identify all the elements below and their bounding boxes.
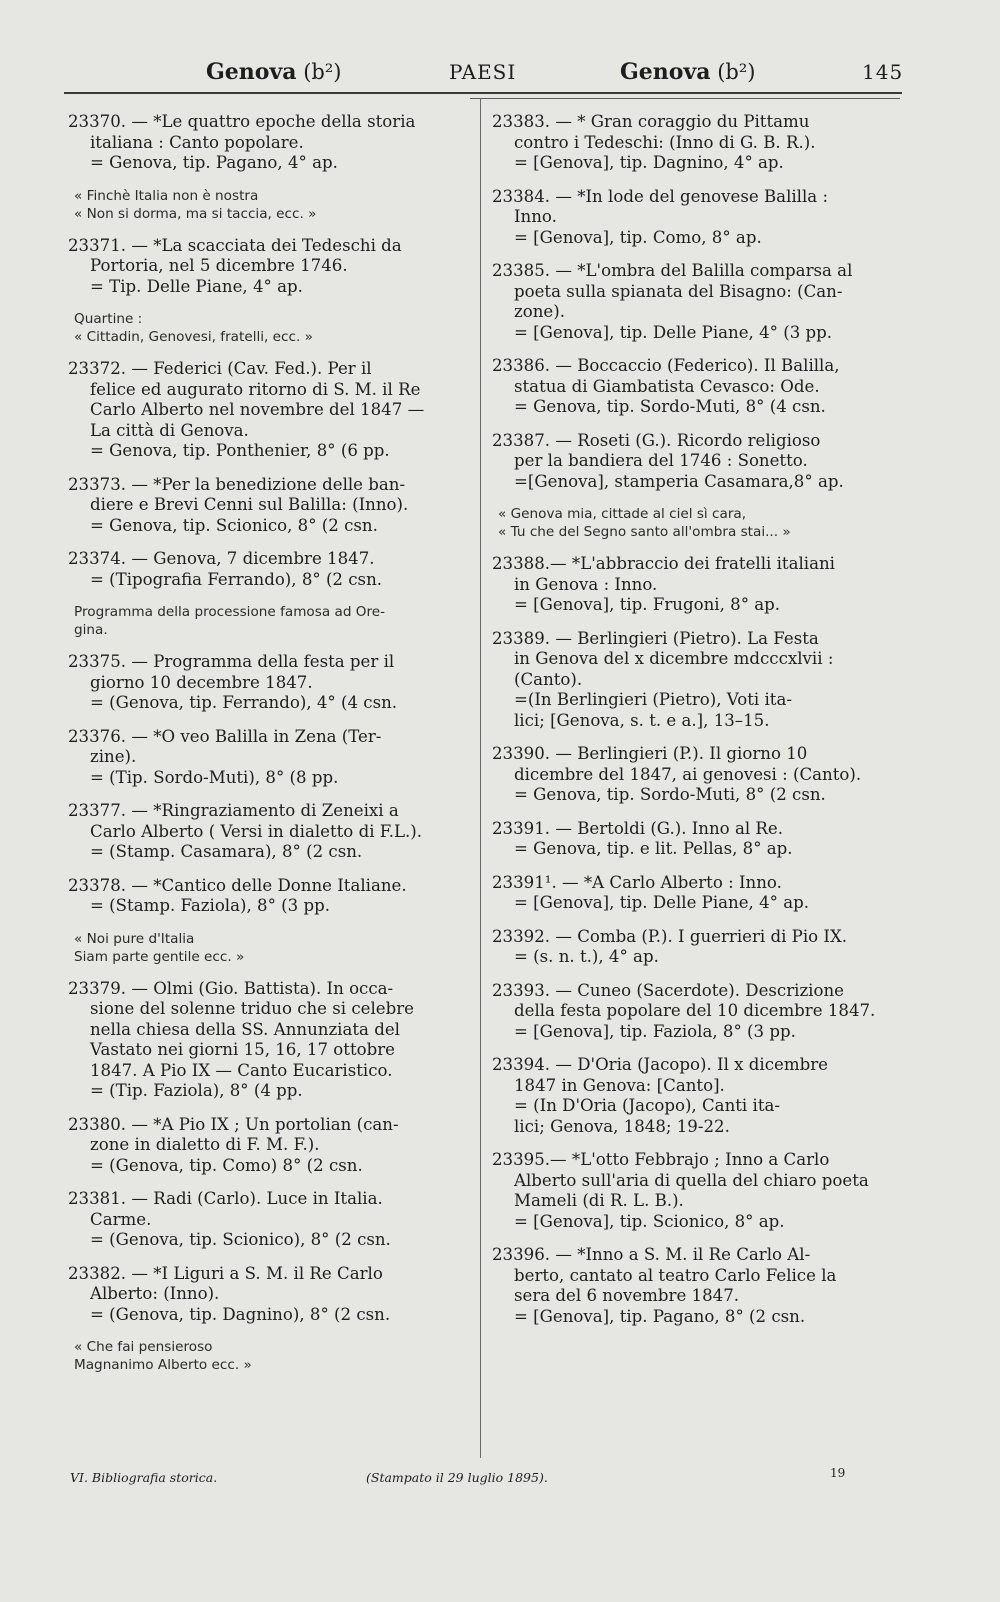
bibliography-entry bbox=[68, 112, 473, 174]
text-line: per la bandiera del 1746 : Sonetto. bbox=[514, 451, 808, 470]
text-line: Siam parte gentile ecc. » bbox=[74, 948, 245, 965]
text-line: 23390. — Berlingieri (P.). Il giorno 10 bbox=[492, 744, 808, 763]
text-line: 23373. — *Per la benedizione delle ban- bbox=[68, 474, 406, 494]
quoted-incipit bbox=[74, 187, 473, 223]
bibliography-entry bbox=[492, 873, 904, 914]
text-line: « Che fai pensieroso bbox=[74, 1339, 213, 1355]
bibliography-entry bbox=[492, 554, 904, 616]
header-rule-secondary bbox=[470, 98, 900, 99]
text-line: 23370. — *Le quattro epoche della storia bbox=[68, 112, 416, 131]
column-divider bbox=[480, 98, 481, 1458]
text-line: 23377. — *Ringraziamento di Zeneixi a bbox=[68, 801, 399, 820]
bibliography-entry bbox=[68, 1264, 473, 1326]
text-line: = (In D'Oria (Jacopo), Canti ita- bbox=[514, 1096, 780, 1115]
page-footer bbox=[70, 1466, 910, 1494]
bibliography-entry bbox=[68, 876, 473, 917]
footer-signature-mark: 19 bbox=[830, 1466, 846, 1480]
text-line: 23396. — *Inno a S. M. il Re Carlo Al- bbox=[492, 1245, 811, 1264]
bibliography-entry bbox=[68, 1115, 473, 1177]
text-line: zine). bbox=[90, 747, 137, 766]
footer-print-date: (Stampato il 29 luglio 1895). bbox=[366, 1470, 548, 1485]
text-line: = Genova, tip. Ponthenier, 8° (6 pp. bbox=[90, 441, 390, 460]
bibliography-entry bbox=[68, 549, 473, 590]
text-line: sione del solenne triduo che si celebre bbox=[90, 999, 414, 1018]
running-head bbox=[64, 52, 904, 92]
bibliography-entry bbox=[68, 979, 473, 1102]
text-line: = (Stamp. Faziola), 8° (3 pp. bbox=[90, 896, 330, 915]
text-line: = (Genova, tip. Ferrando), 4° (4 csn. bbox=[90, 693, 398, 712]
left-column bbox=[68, 112, 473, 1387]
text-line: diere e Brevi Cenni sul Balilla: (Inno). bbox=[90, 495, 409, 514]
bibliography-entry bbox=[492, 187, 904, 249]
footer-section: VI. Bibliografia storica. bbox=[70, 1470, 218, 1485]
text-line: felice ed augurato ritorno di S. M. il Re bbox=[90, 379, 421, 399]
text-line: 23388.— *L'abbraccio dei fratelli italiani bbox=[492, 554, 835, 573]
text-line: 23381. — Radi (Carlo). Luce in Italia. bbox=[68, 1189, 383, 1208]
bibliography-entry bbox=[492, 629, 904, 732]
running-head-center: PAESI bbox=[449, 60, 517, 84]
bibliography-entry bbox=[492, 744, 904, 806]
running-head-right: Genova (b²) bbox=[620, 59, 756, 85]
text-line: « Tu che del Segno santo all'ombra stai... » bbox=[498, 524, 791, 540]
text-line: Magnanimo Alberto ecc. » bbox=[74, 1357, 252, 1373]
right-column bbox=[492, 112, 904, 1340]
bibliography-entry bbox=[492, 1055, 904, 1137]
text-line: = Genova, tip. e lit. Pellas, 8° ap. bbox=[514, 839, 793, 858]
text-line: sera del 6 novembre 1847. bbox=[514, 1286, 740, 1305]
bibliography-entry bbox=[68, 652, 473, 714]
text-line: =[Genova], stamperia Casamara,8° ap. bbox=[514, 471, 844, 491]
text-line: statua di Giambatista Cevasco: Ode. bbox=[514, 376, 820, 396]
text-line: 23383. — * Gran coraggio du Pittamu bbox=[492, 112, 810, 131]
text-line: lici; Genova, 1848; 19-22. bbox=[514, 1116, 730, 1136]
text-line: 23393. — Cuneo (Sacerdote). Descrizione bbox=[492, 980, 844, 1000]
text-line: = [Genova], tip. Faziola, 8° (3 pp. bbox=[514, 1021, 796, 1041]
text-line: 1847. A Pio IX — Canto Eucaristico. bbox=[90, 1060, 393, 1080]
text-line: 23375. — Programma della festa per il bbox=[68, 652, 395, 671]
text-line: Carme. bbox=[90, 1209, 152, 1229]
text-line: Carlo Alberto nel novembre del 1847 — bbox=[90, 400, 425, 419]
text-line: 23387. — Roseti (G.). Ricordo religioso bbox=[492, 430, 821, 450]
bibliography-entry bbox=[492, 981, 904, 1043]
text-line: dicembre del 1847, ai genovesi : (Canto). bbox=[514, 764, 862, 784]
bibliography-entry bbox=[68, 1189, 473, 1251]
text-line: 23379. — Olmi (Gio. Battista). In occa- bbox=[68, 978, 394, 998]
text-line: 23372. — Federici (Cav. Fed.). Per il bbox=[68, 359, 372, 378]
quoted-incipit bbox=[74, 930, 473, 966]
bibliography-entry bbox=[492, 431, 904, 493]
text-line: in Genova : Inno. bbox=[514, 574, 658, 594]
bibliography-entry bbox=[492, 261, 904, 343]
bibliography-entry bbox=[492, 1245, 904, 1327]
text-line: La città di Genova. bbox=[90, 420, 249, 440]
bibliography-entry bbox=[492, 112, 904, 174]
text-line: = (s. n. t.), 4° ap. bbox=[514, 947, 659, 966]
text-line: zone). bbox=[514, 302, 565, 321]
text-line: « Finchè Italia non è nostra bbox=[74, 187, 259, 204]
text-line: 23394. — D'Oria (Jacopo). Il x dicembre bbox=[492, 1055, 828, 1074]
quoted-incipit bbox=[74, 310, 473, 346]
bibliography-entry bbox=[68, 727, 473, 789]
text-line: « Genova mia, cittade al ciel sì cara, bbox=[498, 506, 747, 522]
text-line: Carlo Alberto ( Versi in dialetto di F.L.). bbox=[90, 821, 423, 841]
quoted-incipit bbox=[74, 1338, 473, 1374]
text-line: poeta sulla spianata del Bisagno: (Can- bbox=[514, 281, 843, 301]
text-line: 23382. — *I Liguri a S. M. il Re Carlo bbox=[68, 1263, 383, 1283]
text-line: berto, cantato al teatro Carlo Felice la bbox=[514, 1265, 837, 1285]
text-line: = (Genova, tip. Como) 8° (2 csn. bbox=[90, 1155, 363, 1175]
text-line: 23380. — *A Pio IX ; Un portolian (can- bbox=[68, 1114, 399, 1134]
text-line: in Genova del x dicembre mdcccxlvii : bbox=[514, 649, 834, 668]
text-line: Portoria, nel 5 dicembre 1746. bbox=[90, 256, 348, 275]
bibliography-entry bbox=[492, 927, 904, 968]
text-line: 23391¹. — *A Carlo Alberto : Inno. bbox=[492, 872, 782, 892]
text-line: = [Genova], tip. Delle Piane, 4° (3 pp. bbox=[514, 322, 833, 342]
bibliography-entry bbox=[492, 1150, 904, 1232]
bibliography-entry bbox=[492, 819, 904, 860]
header-rule bbox=[64, 92, 902, 94]
text-line: 23392. — Comba (P.). I guerrieri di Pio IX. bbox=[492, 926, 848, 946]
text-line: 23384. — *In lode del genovese Balilla : bbox=[492, 186, 829, 206]
text-line: = [Genova], tip. Como, 8° ap. bbox=[514, 227, 762, 247]
running-head-left: Genova (b²) bbox=[206, 59, 342, 85]
text-line: contro i Tedeschi: (Inno di G. B. R.). bbox=[514, 132, 816, 152]
text-line: = (Tip. Faziola), 8° (4 pp. bbox=[90, 1081, 303, 1100]
text-line: gina. bbox=[74, 622, 108, 638]
text-line: « Noi pure d'Italia bbox=[74, 930, 195, 947]
text-line: = [Genova], tip. Pagano, 8° (2 csn. bbox=[514, 1306, 806, 1326]
text-line: lici; [Genova, s. t. e a.], 13–15. bbox=[514, 710, 770, 730]
quoted-incipit bbox=[498, 505, 904, 541]
text-line: = Genova, tip. Sordo-Muti, 8° (2 csn. bbox=[514, 785, 826, 804]
text-line: = Genova, tip. Pagano, 4° ap. bbox=[90, 153, 338, 172]
text-line: Alberto: (Inno). bbox=[90, 1284, 220, 1303]
text-line: Alberto sull'aria di quella del chiaro poeta bbox=[514, 1170, 869, 1190]
text-line: = (Genova, tip. Scionico), 8° (2 csn. bbox=[90, 1230, 391, 1249]
text-line: = (Genova, tip. Dagnino), 8° (2 csn. bbox=[90, 1304, 391, 1324]
text-line: = [Genova], tip. Delle Piane, 4° ap. bbox=[514, 893, 810, 912]
page-number: 145 bbox=[862, 60, 904, 84]
text-line: = [Genova], tip. Frugoni, 8° ap. bbox=[514, 595, 781, 614]
text-line: giorno 10 decembre 1847. bbox=[90, 672, 313, 692]
text-line: = [Genova], tip. Dagnino, 4° ap. bbox=[514, 153, 784, 172]
text-line: = Genova, tip. Sordo-Muti, 8° (4 csn. bbox=[514, 397, 826, 416]
text-line: (Canto). bbox=[514, 669, 583, 689]
bibliography-entry bbox=[68, 359, 473, 462]
text-line: Mameli (di R. L. B.). bbox=[514, 1191, 684, 1210]
text-line: =(In Berlingieri (Pietro), Voti ita- bbox=[514, 690, 792, 709]
bibliography-entry bbox=[492, 356, 904, 418]
bibliography-entry bbox=[68, 236, 473, 298]
text-line: = (Tip. Sordo-Muti), 8° (8 pp. bbox=[90, 767, 339, 787]
text-line: « Cittadin, Genovesi, fratelli, ecc. » bbox=[74, 329, 313, 345]
text-line: Quartine : bbox=[74, 311, 143, 327]
text-line: = Genova, tip. Scionico, 8° (2 csn. bbox=[90, 515, 378, 535]
text-line: 23371. — *La scacciata dei Tedeschi da bbox=[68, 235, 402, 255]
text-line: 23389. — Berlingieri (Pietro). La Festa bbox=[492, 628, 819, 648]
text-line: 23386. — Boccaccio (Federico). Il Balilla, bbox=[492, 356, 840, 375]
text-line: 23374. — Genova, 7 dicembre 1847. bbox=[68, 549, 375, 568]
text-line: 23391. — Bertoldi (G.). Inno al Re. bbox=[492, 818, 784, 838]
quoted-incipit bbox=[74, 603, 473, 639]
text-line: Vastato nei giorni 15, 16, 17 ottobre bbox=[90, 1040, 395, 1059]
text-line: = [Genova], tip. Scionico, 8° ap. bbox=[514, 1211, 785, 1231]
text-line: Programma della processione famosa ad Ore- bbox=[74, 604, 386, 620]
text-line: Inno. bbox=[514, 207, 557, 226]
text-line: = Tip. Delle Piane, 4° ap. bbox=[90, 276, 303, 296]
text-line: 1847 in Genova: [Canto]. bbox=[514, 1075, 725, 1095]
text-line: = (Stamp. Casamara), 8° (2 csn. bbox=[90, 842, 363, 861]
bibliography-entry bbox=[68, 801, 473, 863]
text-line: zone in dialetto di F. M. F.). bbox=[90, 1135, 320, 1154]
bibliography-entry bbox=[68, 475, 473, 537]
text-line: nella chiesa della SS. Annunziata del bbox=[90, 1019, 400, 1039]
text-line: = (Tipografia Ferrando), 8° (2 csn. bbox=[90, 569, 383, 589]
text-line: 23376. — *O veo Balilla in Zena (Ter- bbox=[68, 726, 382, 746]
text-line: « Non si dorma, ma si taccia, ecc. » bbox=[74, 205, 317, 222]
text-line: 23385. — *L'ombra del Balilla comparsa al bbox=[492, 261, 853, 280]
text-line: della festa popolare del 10 dicembre 1847. bbox=[514, 1001, 876, 1020]
text-line: italiana : Canto popolare. bbox=[90, 132, 304, 152]
text-line: 23395.— *L'otto Febbrajo ; Inno a Carlo bbox=[492, 1150, 830, 1169]
text-line: 23378. — *Cantico delle Donne Italiane. bbox=[68, 875, 407, 895]
